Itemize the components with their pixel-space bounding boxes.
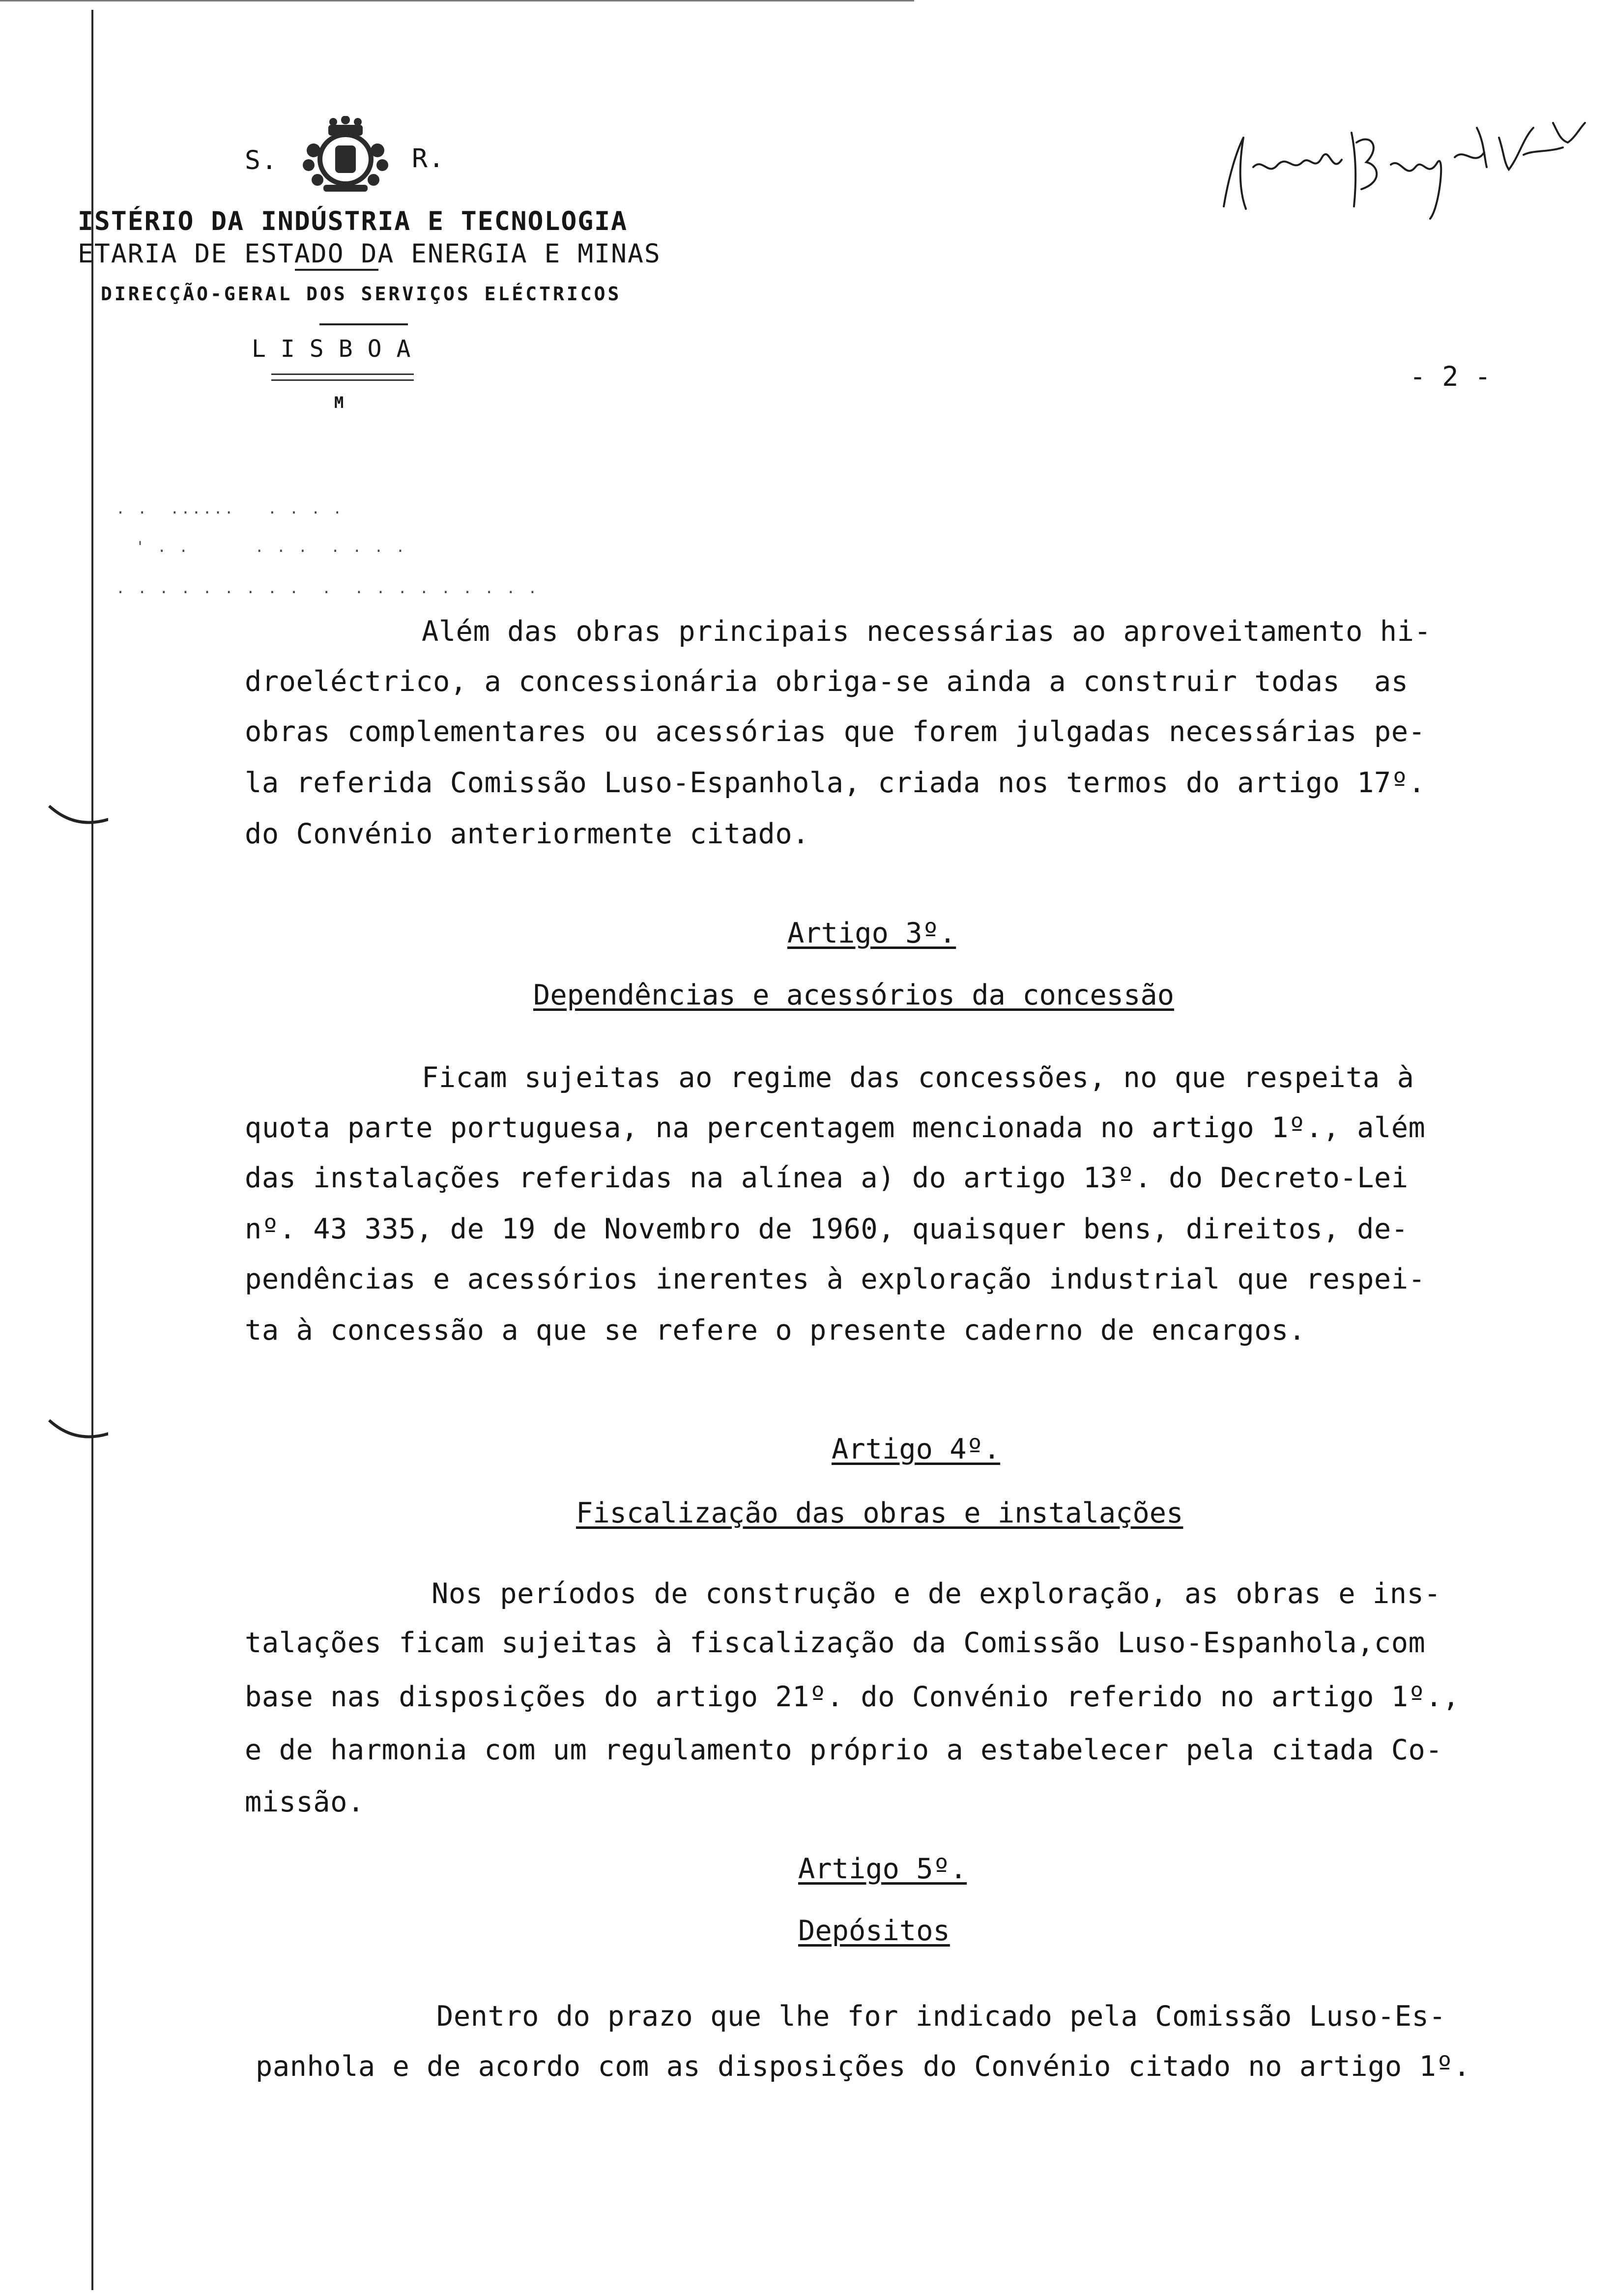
page-number: - 2 - bbox=[1410, 361, 1491, 392]
article-4-heading: Artigo 4º. bbox=[832, 1433, 1001, 1465]
faded-marks: . . ...... . . . . bbox=[116, 500, 344, 517]
article-4-subtitle: Fiscalização das obras e instalações bbox=[576, 1497, 1183, 1529]
intro-line: obras complementares ou acessórias que forem julgadas necessárias pe- bbox=[245, 716, 1426, 748]
intro-line: Além das obras principais necessárias ao aproveitamento hi- bbox=[422, 615, 1432, 648]
article-3-subtitle: Dependências e acessórios da concessão bbox=[533, 979, 1175, 1011]
binding-marks bbox=[29, 786, 108, 1474]
header-secretariat: ETARIA DE ESTADO DA ENERGIA E MINAS bbox=[78, 239, 661, 269]
header-directorate: DIRECÇÃO-GERAL DOS SERVIÇOS ELÉCTRICOS bbox=[101, 283, 622, 305]
header-city: LISBOA bbox=[252, 335, 426, 363]
city-underline bbox=[271, 373, 414, 375]
article-4-line: Nos períodos de construção e de exploração, as obras e ins- bbox=[432, 1578, 1441, 1610]
article-4-line: talações ficam sujeitas à fiscalização da Comissão Luso-Espanhola,com bbox=[245, 1627, 1426, 1659]
intro-line: droeléctrico, a concessionária obriga-se ainda a construir todas as bbox=[245, 665, 1409, 698]
article-3-line: nº. 43 335, de 19 de Novembro de 1960, quaisquer bens, direitos, de- bbox=[245, 1213, 1409, 1245]
header-underline bbox=[295, 269, 378, 271]
article-5-line: Dentro do prazo que lhe for indicado pela Comissão Luso-Es- bbox=[436, 2000, 1446, 2033]
article-3-line: Ficam sujeitas ao regime das concessões, no que respeita à bbox=[422, 1062, 1414, 1094]
header-s-letter: S. bbox=[245, 145, 278, 175]
article-4-line: base nas disposições do artigo 21º. do Convénio referido no artigo 1º., bbox=[245, 1681, 1460, 1713]
header-mark: M bbox=[334, 393, 344, 412]
scan-top-edge bbox=[0, 0, 914, 1]
article-3-line: das instalações referidas na alínea a) do artigo 13º. do Decreto-Lei bbox=[245, 1162, 1409, 1194]
coat-of-arms-emblem bbox=[294, 116, 397, 195]
header-ministry: ISTÉRIO DA INDÚSTRIA E TECNOLOGIA bbox=[78, 206, 628, 236]
article-3-line: pendências e acessórios inerentes à exploração industrial que respei- bbox=[245, 1263, 1426, 1295]
city-double-underline bbox=[271, 379, 414, 381]
faded-marks: ' . . . . . . . . . bbox=[136, 539, 407, 556]
faded-marks: . . . . . . . . . . . . . . . . . . . bbox=[116, 580, 539, 597]
article-4-line: e de harmonia com um regulamento próprio a estabelecer pela citada Co- bbox=[245, 1734, 1443, 1766]
article-5-heading: Artigo 5º. bbox=[798, 1853, 967, 1885]
article-3-line: ta à concessão a que se refere o presente caderno de encargos. bbox=[245, 1314, 1306, 1347]
intro-line: do Convénio anteriormente citado. bbox=[245, 818, 809, 850]
article-3-line: quota parte portuguesa, na percentagem mencionada no artigo 1º., além bbox=[245, 1112, 1426, 1144]
header-rule bbox=[319, 323, 408, 325]
article-5-line: panhola e de acordo com as disposições do Convénio citado no artigo 1º. bbox=[256, 2050, 1470, 2083]
intro-line: la referida Comissão Luso-Espanhola, criada nos termos do artigo 17º. bbox=[245, 767, 1426, 799]
article-5-subtitle: Depósitos bbox=[798, 1915, 950, 1947]
header-r-letter: R. bbox=[412, 144, 445, 173]
handwritten-signature bbox=[1209, 108, 1592, 221]
article-3-heading: Artigo 3º. bbox=[787, 917, 956, 949]
article-4-line: missão. bbox=[245, 1786, 365, 1818]
